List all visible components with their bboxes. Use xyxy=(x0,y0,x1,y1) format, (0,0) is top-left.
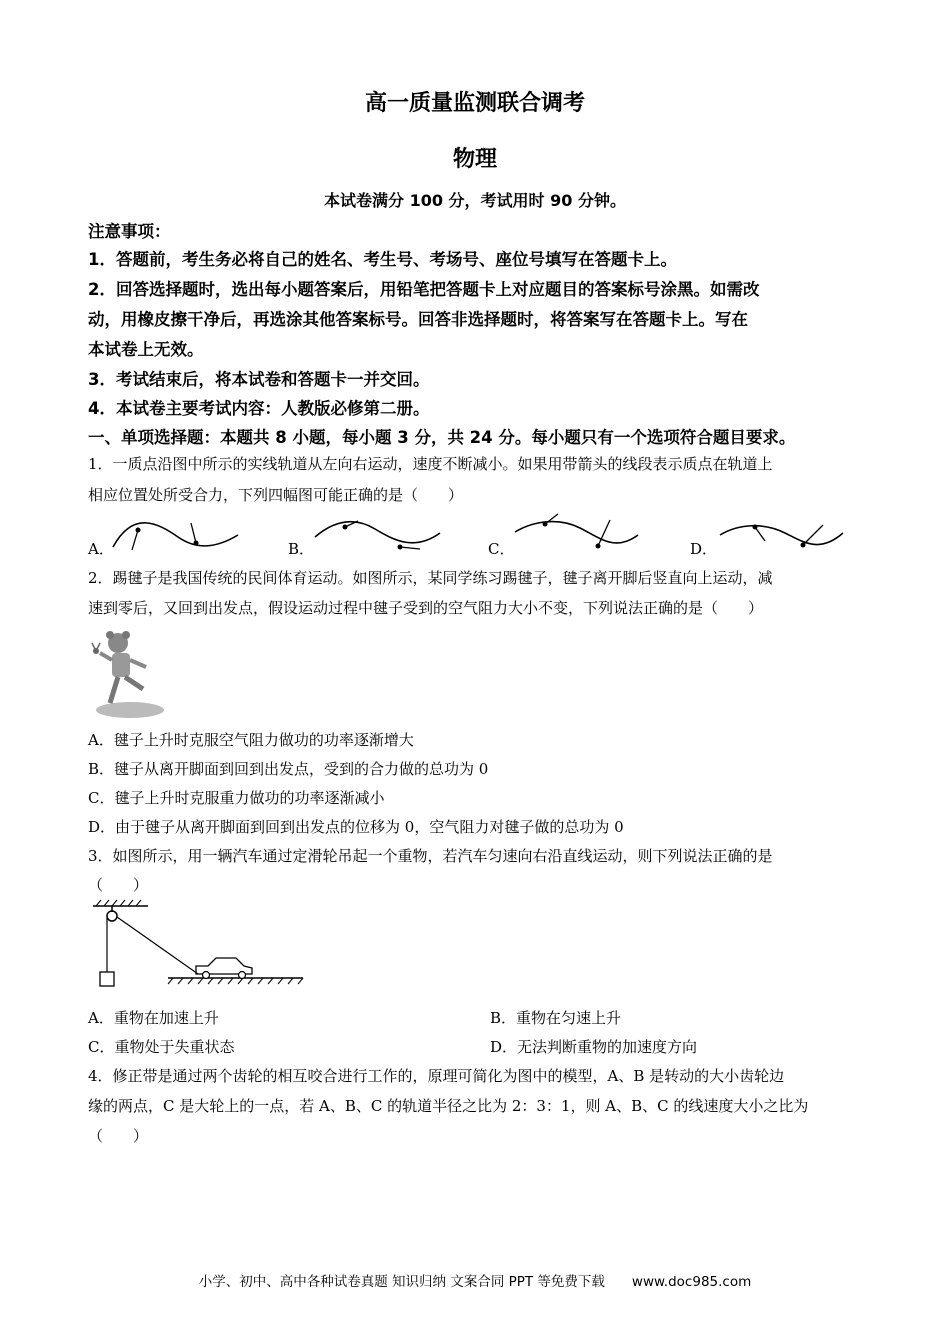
note-2-line1: 2．回答选择题时，选出每小题答案后，用铅笔把答题卡上对应题目的答案标号涂黑。如需改 xyxy=(88,280,760,299)
q1-figure-b xyxy=(310,515,450,555)
q2-option-c: C．毽子上升时克服重力做功的功率逐渐减小 xyxy=(88,789,385,807)
q2-option-b: B．毽子从离开脚面到回到出发点，受到的合力做的总功为 0 xyxy=(88,760,489,778)
q4-stem-line1: 4．修正带是通过两个齿轮的相互咬合进行工作的，原理可简化为图中的模型，A、B 是转动的大小齿轮边 xyxy=(88,1067,785,1085)
q1-option-d-label: D． xyxy=(690,540,718,558)
q3-stem-line2: （ ） xyxy=(88,876,149,894)
q2-stem-line1: 2．踢毽子是我国传统的民间体育运动。如图所示，某同学练习踢毽子，毽子离开脚后竖直向上运动，减 xyxy=(88,569,773,587)
q2-option-d: D．由于毽子从离开脚面到回到出发点的位移为 0，空气阻力对毽子做的总功为 0 xyxy=(88,818,624,836)
exam-title: 高一质量监测联合调考 xyxy=(364,91,585,116)
q3-option-a: A．重物在加速上升 xyxy=(88,1009,219,1027)
q2-stem-line2: 速到零后，又回到出发点，假设运动过程中毽子受到的空气阻力大小不变，下列说法正确的是（ ） xyxy=(88,599,764,617)
q1-option-b-label: B． xyxy=(288,540,315,558)
q3-option-d: D．无法判断重物的加速度方向 xyxy=(490,1038,698,1056)
subject-title: 物理 xyxy=(452,147,497,172)
q3-option-c: C．重物处于失重状态 xyxy=(88,1038,235,1056)
section1-heading: 一、单项选择题：本题共 8 小题，每小题 3 分，共 24 分。每小题只有一个选项符合题目要求。 xyxy=(88,428,796,447)
q2-shuttlecock-kicking-figure xyxy=(88,625,168,720)
exam-info: 本试卷满分 100 分，考试用时 90 分钟。 xyxy=(324,191,626,210)
note-2-line2: 动，用橡皮擦干净后，再选涂其他答案标号。回答非选择题时，将答案写在答题卡上。写在 xyxy=(88,310,748,329)
q3-option-b: B．重物在匀速上升 xyxy=(490,1009,622,1027)
q1-figure-d xyxy=(715,515,855,555)
q4-stem-line2: 缘的两点，C 是大轮上的一点，若 A、B、C 的轨道半径之比为 2：3：1，则 A、B、C 的线速度大小之比为 xyxy=(88,1097,809,1115)
q1-option-a-label: A． xyxy=(88,540,114,558)
q2-option-a: A．毽子上升时克服空气阻力做功的功率逐渐增大 xyxy=(88,731,414,749)
q1-option-c-label: C． xyxy=(488,540,515,558)
note-4: 4．本试卷主要考试内容：人教版必修第二册。 xyxy=(88,399,430,418)
q1-figure-c xyxy=(510,510,650,555)
note-2-line3: 本试卷上无效。 xyxy=(88,340,204,359)
q3-stem-line1: 3．如图所示，用一辆汽车通过定滑轮吊起一个重物，若汽车匀速向右沿直线运动，则下列说法正确的是 xyxy=(88,847,773,865)
page-footer: 小学、初中、高中各种试卷真题 知识归纳 文案合同 PPT 等免费下载 www.doc985.com xyxy=(198,1274,752,1290)
q1-stem-line1: 1．一质点沿图中所示的实线轨道从左向右运动，速度不断减小。如果用带箭头的线段表示质点在轨道上 xyxy=(88,455,773,473)
notes-heading: 注意事项： xyxy=(88,222,171,241)
q4-stem-line3: （ ） xyxy=(88,1127,149,1145)
note-3: 3．考试结束后，将本试卷和答题卡一并交回。 xyxy=(88,370,430,389)
q1-figure-a xyxy=(108,515,248,555)
q3-pulley-car-figure xyxy=(88,900,308,990)
q1-stem-line2: 相应位置处所受合力，下列四幅图可能正确的是（ ） xyxy=(88,486,464,504)
note-1: 1．答题前，考生务必将自己的姓名、考生号、考场号、座位号填写在答题卡上。 xyxy=(88,250,677,269)
